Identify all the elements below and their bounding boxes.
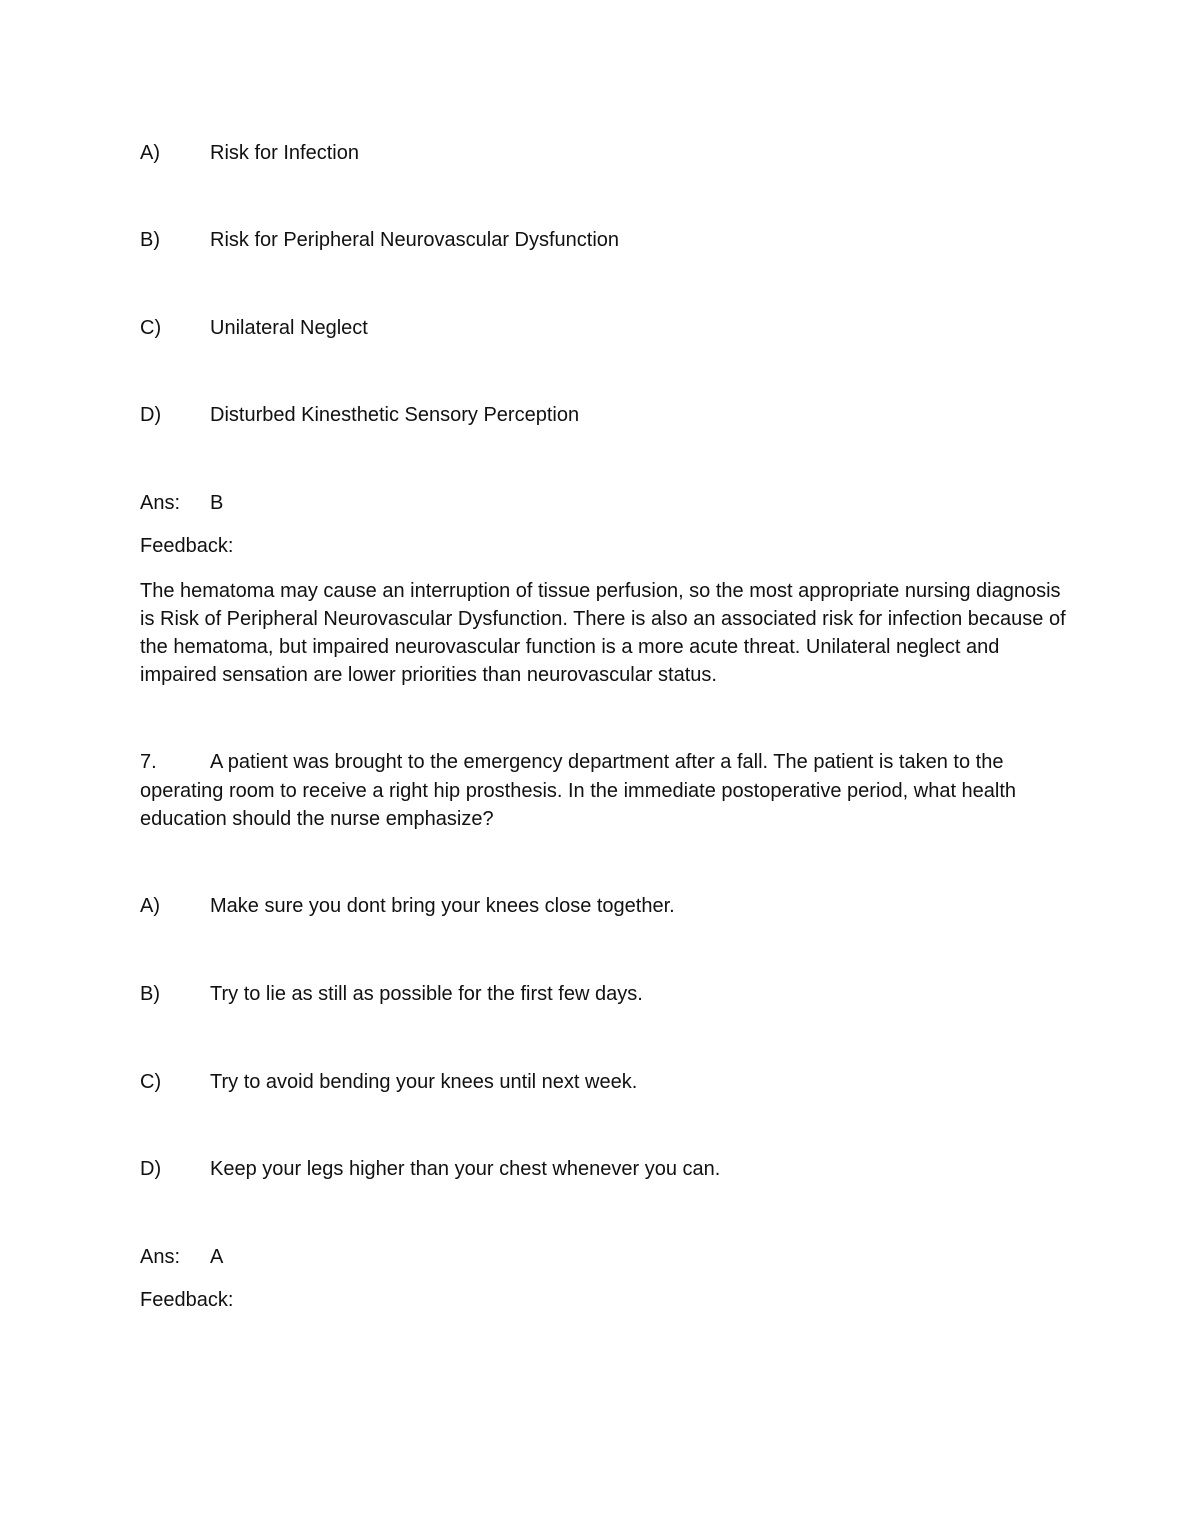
q7-option-text-a: Make sure you dont bring your knees close together.: [210, 895, 675, 917]
q7-option-text-d: Keep your legs higher than your chest whenever you can.: [210, 1158, 721, 1180]
q7-feedback-label: Feedback:: [140, 1289, 234, 1311]
question-line-3: education should the nurse emphasize?: [140, 808, 494, 830]
option-label-b: B): [140, 229, 160, 251]
feedback-line-3: the hematoma, but impaired neurovascular function is a more acute threat. Unilateral neglect and: [140, 636, 1000, 658]
option-label-d: D): [140, 404, 162, 426]
feedback-line-1: The hematoma may cause an interruption of tissue perfusion, so the most appropriate nursing diagnosis: [140, 580, 1061, 602]
q7-option-text-c: Try to avoid bending your knees until next week.: [210, 1071, 638, 1093]
option-text-c: Unilateral Neglect: [210, 317, 368, 339]
q7-option-label-c: C): [140, 1071, 162, 1093]
feedback-line-4: impaired sensation are lower priorities than neurovascular status.: [140, 664, 717, 686]
option-text-a: Risk for Infection: [210, 142, 359, 164]
q7-option-label-a: A): [140, 895, 160, 917]
q7-answer-value: A: [210, 1246, 224, 1268]
option-text-b: Risk for Peripheral Neurovascular Dysfunction: [210, 229, 620, 251]
question-line-2: operating room to receive a right hip prosthesis. In the immediate postoperative period, what health: [140, 780, 1017, 802]
feedback-line-2: is Risk of Peripheral Neurovascular Dysfunction. There is also an associated risk for infection because of: [140, 608, 1066, 630]
option-label-c: C): [140, 317, 162, 339]
q7-option-label-b: B): [140, 983, 160, 1005]
answer-value: B: [210, 492, 224, 514]
q7-option-label-d: D): [140, 1158, 162, 1180]
option-label-a: A): [140, 142, 160, 164]
question-number: 7.: [140, 751, 157, 773]
question-line-1: A patient was brought to the emergency department after a fall. The patient is taken to the: [210, 751, 1004, 773]
q7-option-text-b: Try to lie as still as possible for the first few days.: [210, 983, 643, 1005]
q7-answer-label: Ans:: [140, 1246, 181, 1268]
option-text-d: Disturbed Kinesthetic Sensory Perception: [210, 404, 580, 426]
answer-label: Ans:: [140, 492, 181, 514]
feedback-label: Feedback:: [140, 535, 234, 557]
